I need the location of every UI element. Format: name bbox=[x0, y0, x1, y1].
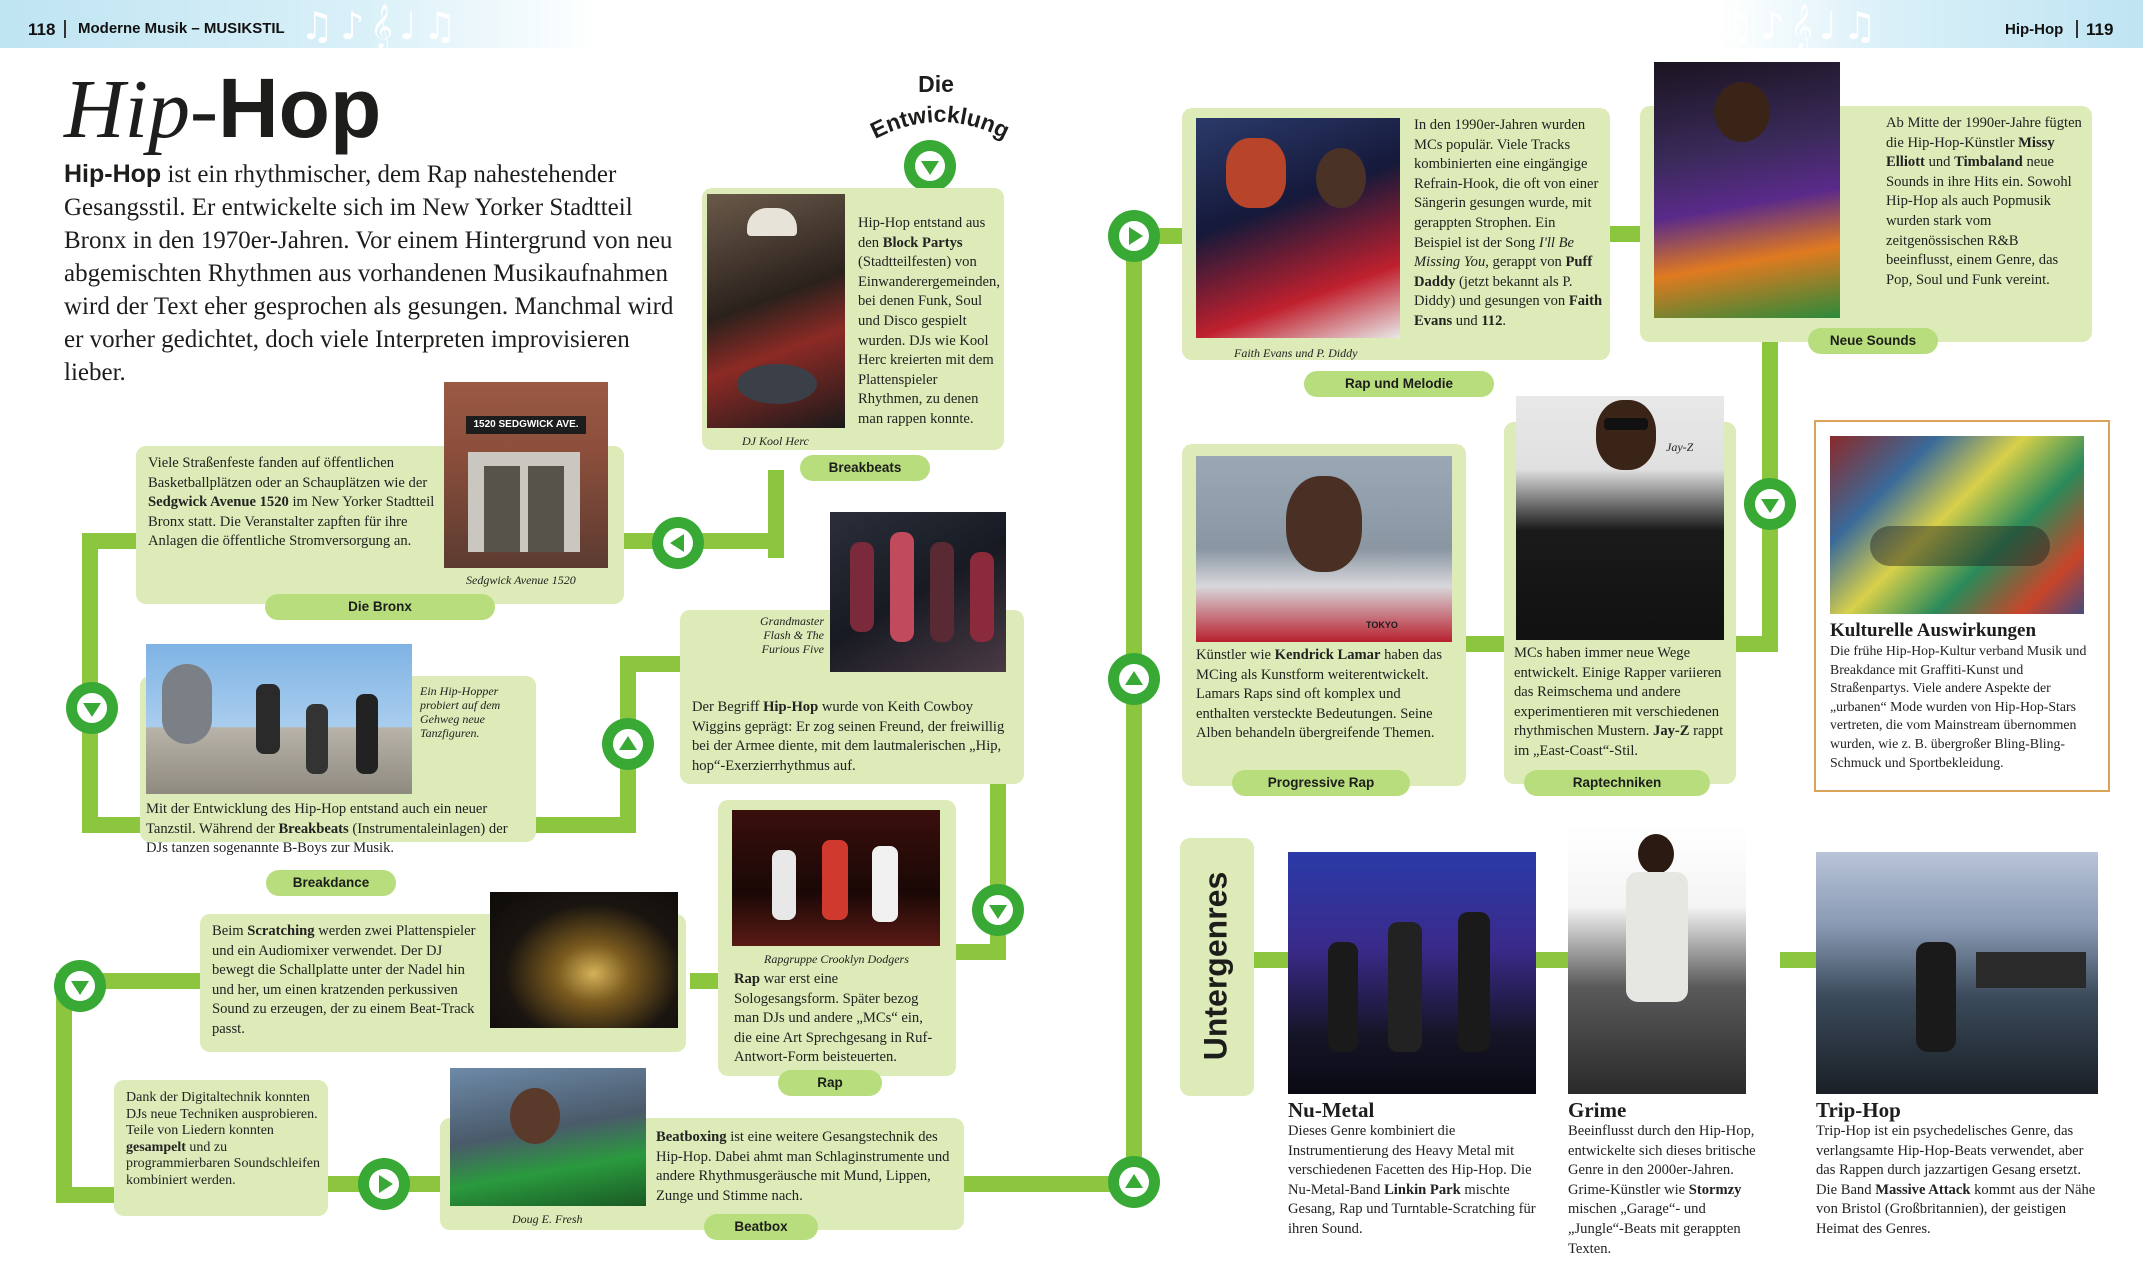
photo-missy-elliott bbox=[1654, 62, 1840, 318]
pipe bbox=[56, 1187, 116, 1203]
title-italic: Hip- bbox=[64, 63, 218, 156]
caption-jay-z: Jay-Z bbox=[1666, 440, 1694, 454]
untergenres-label: Untergenres bbox=[1197, 871, 1234, 1061]
culture-heading: Kulturelle Auswirkungen bbox=[1830, 620, 2037, 641]
label-breakbeats: Breakbeats bbox=[800, 455, 930, 481]
header-divider bbox=[64, 20, 66, 38]
pipe bbox=[620, 656, 680, 672]
text-breakdance: Mit der Entwicklung des Hip-Hop entstand auch ein neuer Tanzstil. Während der Breakbeats (Instrumentaleinlagen) der DJs tanzen sogenannte B-Boys zur Musik. bbox=[146, 801, 508, 857]
entwicklung-word-2: Entwicklung bbox=[866, 100, 1014, 144]
arrow-up-main bbox=[1108, 1156, 1160, 1208]
subgenre-text-trip-hop: Trip-Hop ist ein psychedelisches Genre, das verlangsamte Hip-Hop-Beats verwendet, aber das Rappen durch jazzartigen Gesang ersetzt. Die Band Massive Attack kommt aus der Nähe von Bristol (Großbritannien), der geistigen Heimat des Genres. bbox=[1816, 1123, 2096, 1237]
photo-kendrick-lamar bbox=[1196, 456, 1452, 642]
text-grandmaster: Der Begriff Hip-Hop wurde von Keith Cowboy Wiggins geprägt: Er zog seinen Freund, der freiwillig bei der Armee diente, mit dem lautmalerischen „Hip, hop“-Exerzierrhythmus auf. bbox=[692, 699, 1005, 774]
arrow-down-neue bbox=[1744, 478, 1796, 530]
arrow-right-melodie bbox=[1108, 210, 1160, 262]
pipe bbox=[952, 944, 1006, 960]
caption-faith-evans: Faith Evans und P. Diddy bbox=[1234, 346, 1358, 360]
entwicklung-word-1: Die bbox=[918, 71, 954, 97]
text-sampling: Dank der Digitaltechnik konnten DJs neue Techniken ausprobieren. Teile von Liedern konnten gesampelt und zu programmierbaren Soundschleifen kombiniert werden. bbox=[126, 1090, 320, 1188]
photo-linkin-park bbox=[1288, 852, 1536, 1094]
entwicklung-label bbox=[850, 62, 1030, 152]
left-section-title: Moderne Musik – MUSIKSTIL bbox=[78, 20, 285, 37]
subgenre-text-nu-metal: Dieses Genre kombiniert die Instrumentierung des Heavy Metal mit verschiedenen Facetten des Hip-Hop. Die Nu-Metal-Band Linkin Park mischte Gesang, Rap und Turntable-Scratching für ihren Sound. bbox=[1288, 1123, 1536, 1237]
caption-breakdance: Ein Hip-Hopper probiert auf dem Gehweg neue Tanzfiguren. bbox=[420, 684, 501, 740]
arrow-down-rap bbox=[972, 884, 1024, 936]
photo-breakdance bbox=[146, 644, 412, 794]
arrow-left-bronx bbox=[652, 517, 704, 569]
caption-doug-e-fresh: Doug E. Fresh bbox=[512, 1212, 583, 1226]
text-neue-sounds: Ab Mitte der 1990er-Jahre fügten die Hip-Hop-Künstler Missy Elliott und Timbaland neue Sounds in ihre Hits ein. Sowohl Hip-Hop als auch Popmusik wurden stark vom zeitgenössischen R&B beeinflusst, einem Genre, das Pop, Soul und Funk vereint. bbox=[1886, 115, 2082, 288]
label-die-bronx: Die Bronx bbox=[265, 594, 495, 620]
subgenre-title-trip-hop: Trip-Hop bbox=[1816, 1098, 1901, 1122]
arrow-down-breakdance bbox=[66, 682, 118, 734]
shirt-text-tokyo: TOKYO bbox=[1366, 620, 1398, 630]
photo-crooklyn-dodgers bbox=[732, 810, 940, 946]
pipe bbox=[82, 817, 142, 833]
intro-paragraph bbox=[64, 158, 694, 389]
title-bold: Hop bbox=[217, 61, 382, 155]
intro-lead: Hip-Hop bbox=[64, 160, 162, 188]
text-rap-und-melodie: In den 1990er-Jahren wurden MCs populär. Viele Tracks kombinierten eine eingängige Refrain-Hook, die oft von einer Sängerin gesungen wurde, mit gerappten Strophen. Ein Beispiel ist der Song I'll Be Missing You, gerappt von Puff Daddy (jetzt bekannt als P. Diddy) und gesungen von Faith Evans und 112. bbox=[1414, 117, 1603, 329]
photo-jay-z bbox=[1516, 396, 1724, 640]
text-bronx: Viele Straßenfeste fanden auf öffentlichen Basketballplätzen oder an Schauplätzen wie der Sedgwick Avenue 1520 im New Yorker Stadtteil Bronx statt. Die Veranstalter zapften für ihre Anlagen die öffentliche Stromversorgung an. bbox=[148, 455, 435, 550]
arrow-down-scratching bbox=[54, 960, 106, 1012]
arrow-up-grandmaster bbox=[602, 718, 654, 770]
label-breakdance: Breakdance bbox=[266, 870, 396, 896]
photo-doug-e-fresh bbox=[450, 1068, 646, 1206]
arrow-down-entwicklung bbox=[904, 140, 956, 192]
page-title bbox=[64, 61, 382, 156]
photo-faith-evans-p-diddy bbox=[1196, 118, 1400, 338]
label-rap-und-melodie: Rap und Melodie bbox=[1304, 371, 1494, 397]
label-rap: Rap bbox=[778, 1070, 882, 1096]
svg-text:Entwicklung bbox=[866, 101, 1014, 144]
pipe bbox=[1780, 952, 1820, 968]
arrow-right-beatbox bbox=[358, 1158, 410, 1210]
photo-graffiti bbox=[1830, 436, 2084, 614]
subgenre-title-grime: Grime bbox=[1568, 1098, 1627, 1122]
caption-sedgwick: Sedgwick Avenue 1520 bbox=[466, 573, 576, 587]
photo-grandmaster-flash bbox=[830, 512, 1006, 672]
pipe bbox=[1126, 228, 1142, 1192]
text-raptechniken: MCs haben immer neue Wege entwickelt. Einige Rapper variieren das Reimschema und andere experimentieren mit verschiedenen rhythmischen Mustern. Jay-Z rappt im „East-Coast“-Stil. bbox=[1514, 645, 1724, 759]
left-page-number: 118 bbox=[28, 20, 56, 39]
label-progressive-rap: Progressive Rap bbox=[1232, 770, 1410, 796]
label-beatbox: Beatbox bbox=[704, 1214, 818, 1240]
right-page-number: 119 bbox=[2086, 20, 2114, 39]
label-raptechniken: Raptechniken bbox=[1524, 770, 1710, 796]
text-rap: Rap war erst eine Sologesangsform. Später bezog man DJs und andere „MCs“ ein, die eine Art Sprechgesang in Ruf-Antwort-Form beisteuerten. bbox=[734, 971, 933, 1066]
right-section-title: Hip-Hop bbox=[2005, 21, 2064, 38]
caption-crooklyn-dodgers: Rapgruppe Crooklyn Dodgers bbox=[764, 952, 909, 966]
caption-grandmaster: Grandmaster Flash & The Furious Five bbox=[759, 614, 824, 656]
photo-sedgwick-avenue bbox=[444, 382, 608, 568]
text-breakbeats: Hip-Hop entstand aus den Block Partys (Stadtteilfesten) von Einwanderergemeinden, bei denen Funk, Soul und Disco gespielt wurden. DJs wie Kool Herc kreierten mit dem Plattenspieler Rhythmen, zu denen man rappen konnte. bbox=[858, 215, 1000, 427]
music-notes-decoration-right: ♫♪𝄞♩♫ bbox=[1720, 4, 1883, 48]
subgenre-text-grime: Beeinflusst durch den Hip-Hop, entwickelte sich dieses britische Genre in den 2000er-Jahren. Grime-Künstler wie Stormzy mischen „Garage“- und „Jungle“-Beats mit gerappten Texten. bbox=[1568, 1123, 1756, 1257]
arrow-up-main-2 bbox=[1108, 653, 1160, 705]
intro-text: ist ein rhythmischer, dem Rap nahestehender Gesangsstil. Er entwickelte sich im New Yorker Stadtteil Bronx in den 1970er-Jahren. Vor einem Hintergrund von neu abgemischten Rhythmen aus vorhandenen Musikaufnahmen wird der Text eher gesprochen als gesungen. Manchmal wird er vorher gedichtet, doch viele Interpreten improvisieren lieber. bbox=[64, 161, 674, 386]
pipe bbox=[1466, 636, 1506, 652]
photo-scratching-turntable bbox=[490, 892, 678, 1028]
pipe bbox=[690, 973, 720, 989]
subgenre-title-nu-metal: Nu-Metal bbox=[1288, 1098, 1375, 1122]
music-notes-decoration: ♫♪𝄞♩♫ bbox=[300, 4, 463, 48]
sign-1520-sedgwick: 1520 SEDGWICK AVE. bbox=[466, 416, 586, 434]
pipe bbox=[530, 817, 620, 833]
caption-dj-kool-herc: DJ Kool Herc bbox=[742, 434, 809, 448]
photo-massive-attack bbox=[1816, 852, 2098, 1094]
header-divider-right bbox=[2076, 20, 2078, 38]
text-beatbox: Beatboxing ist eine weitere Gesangstechnik des Hip-Hop. Dabei ahmt man Schlaginstrumente und andere Rhythmusgeräusche mit Mund, Lippen, Zunge und Stimme nach. bbox=[656, 1129, 950, 1204]
text-scratching: Beim Scratching werden zwei Plattenspieler und ein Audiomixer verwendet. Der DJ bewegt die Schallplatte unter der Nadel hin und her, um einen kratzenden perkussiven Sound zu erzeugen, der zu einem Beat-Track passt. bbox=[212, 923, 476, 1037]
text-progressive-rap: Künstler wie Kendrick Lamar haben das MCing als Kunstform weiterentwickelt. Lamars Raps sind oft komplex und enthalten versteckte Bedeutungen. Seine Alben behandeln übergreifende Themen. bbox=[1196, 647, 1443, 742]
culture-text: Die frühe Hip-Hop-Kultur verband Musik und Breakdance mit Graffiti-Kunst und Straßenpartys. Viele andere Aspekte der „urbanen“ Mode wurden von Hip-Hop-Stars vertreten, die vom Mainstream übernommen wurden, wie z. B. übergroßer Bling-Bling-Schmuck und Sportbekleidung. bbox=[1830, 643, 2087, 770]
label-neue-sounds: Neue Sounds bbox=[1808, 328, 1938, 354]
photo-dj-kool-herc bbox=[707, 194, 845, 428]
photo-stormzy bbox=[1568, 826, 1746, 1094]
